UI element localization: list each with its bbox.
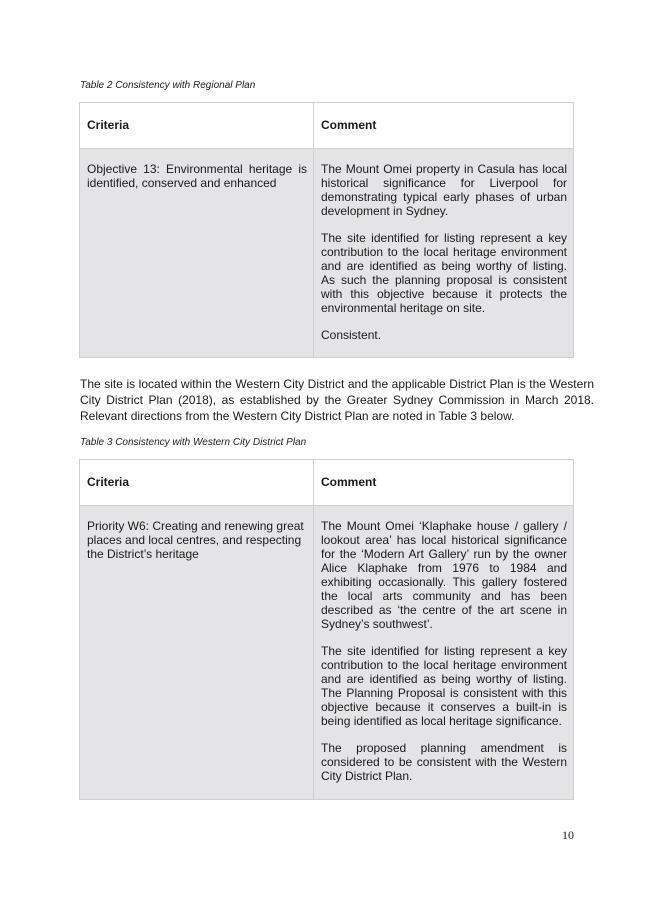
table3-row [80,506,574,800]
table3-header-criteria: Criteria [80,460,314,506]
table2 [79,102,574,358]
comment-paragraph: The proposed planning amendment is considered to be consistent with the Western City District Plan. [321,741,567,783]
table2-header-row [80,103,574,149]
table2-header-criteria: Criteria [80,103,314,149]
table2-row-comment [314,149,574,358]
comment-paragraph: The Mount Omei ‘Klaphake house / gallery / lookout area’ has local historical significance for the ‘Modern Art Gallery’ run by the owner Alice Klaphake from 1976 to 1984 and exhibiting occasionally. This gallery fostered the local arts community and has been described as ‘the centre of the art scene in Sydney’s southwest’. [321,519,567,631]
page-number: 10 [562,828,574,842]
body-paragraph: The site is located within the Western City District and the applicable District Plan is the Western City District Plan (2018), as established by the Greater Sydney Commission in March 2018. Relevant directions from the Western City District Plan are noted in Table 3 below. [80,377,594,423]
table2-row [80,149,574,358]
table2-caption: Table 2 Consistency with Regional Plan [80,80,256,91]
table2-header-comment: Comment [314,103,574,149]
table3-row-criteria [80,506,314,800]
criteria-text: Priority W6: Creating and renewing great places and local centres, and respecting the District’s heritage [87,519,304,561]
table3-caption: Table 3 Consistency with Western City District Plan [80,437,307,448]
table3-header-row [80,460,574,506]
comment-paragraph: Consistent. [321,328,382,342]
comment-paragraph: The site identified for listing represent a key contribution to the local heritage environment and are identified as being worthy of listing. The Planning Proposal is consistent with this objective because it conserves a built-in is being identified as local heritage significance. [321,644,567,728]
table3-header-comment: Comment [314,460,574,506]
table2-row-criteria [80,149,314,358]
criteria-text: Objective 13: Environmental heritage is identified, conserved and enhanced [87,162,307,190]
comment-paragraph: The Mount Omei property in Casula has local historical significance for Liverpool for demonstrating typical early phases of urban development in Sydney. [321,162,567,218]
table3-row-comment [314,506,574,800]
comment-paragraph: The site identified for listing represent a key contribution to the local heritage environment and are identified as being worthy of listing. As such the planning proposal is consistent with this objective because it protects the environmental heritage on site. [321,231,567,315]
table3 [79,459,574,800]
